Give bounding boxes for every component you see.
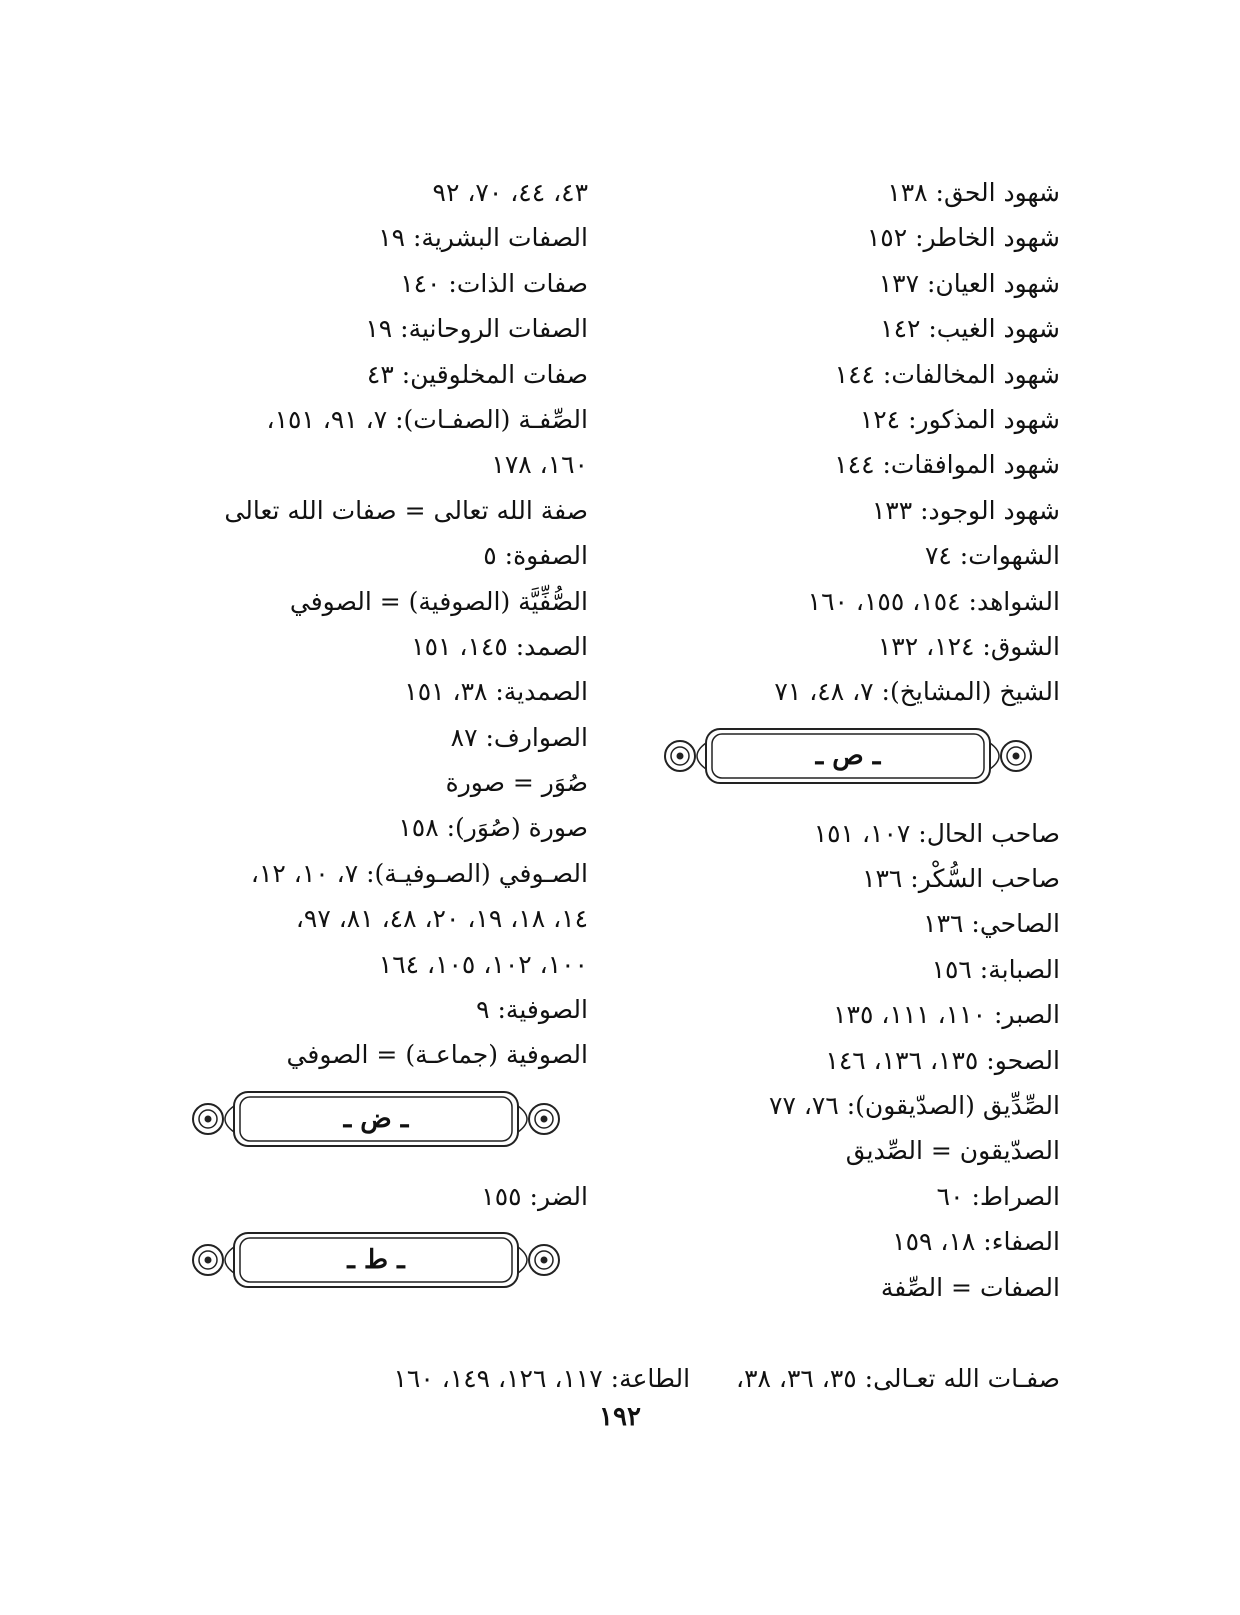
index-entry: الصبابة: ١٥٦ — [931, 954, 1060, 984]
index-entry: الصحو: ١٣٥، ١٣٦، ١٤٦ — [825, 1045, 1060, 1075]
index-entry: ١٠٠، ١٠٢، ١٠٥، ١٦٤ — [378, 949, 588, 979]
index-entry: الصـوفي (الصـوفيـة): ٧، ١٠، ١٢، — [250, 858, 588, 888]
index-entry: الصفاء: ١٨، ١٥٩ — [892, 1227, 1060, 1257]
index-entry: ١٤، ١٨، ١٩، ٢٠، ٤٨، ٨١، ٩٧، — [295, 904, 588, 934]
index-entry: الشواهد: ١٥٤، ١٥٥، ١٦٠ — [807, 586, 1060, 616]
index-entry: صورة (صُوَر): ١٥٨ — [398, 813, 588, 843]
index-entry: صفات الذات: ١٤٠ — [400, 268, 588, 298]
index-entry: الصوفية: ٩ — [476, 995, 588, 1025]
index-entry: الصمد: ١٤٥، ١٥١ — [411, 631, 588, 661]
index-column-left — [108, 170, 588, 1315]
index-entries-sad-continued — [108, 170, 588, 1078]
index-entry-sifat-allah: صفـات الله تعـالى: ٣٥، ٣٦، ٣٨، — [736, 1364, 1060, 1393]
index-entry: ١٦٠، ١٧٨ — [491, 450, 588, 480]
index-entry: الصُّفِّيَّة (الصوفية) = الصوفي — [289, 586, 588, 616]
index-entry: صُوَر = صورة — [445, 768, 588, 798]
index-entry: الشيخ (المشايخ): ٧، ٤٨، ٧١ — [774, 677, 1060, 707]
index-entry: الصوفية (جماعـة) = الصوفي — [286, 1040, 588, 1070]
index-entry: الشوق: ١٢٤، ١٣٢ — [877, 631, 1060, 661]
index-entry: صاحب السُّكْر: ١٣٦ — [862, 864, 1060, 894]
index-entry: صفة الله تعالى = صفات الله تعالى — [224, 495, 588, 525]
index-entries-shin — [630, 170, 1060, 715]
index-entry: شهود الوجود: ١٣٣ — [871, 495, 1060, 525]
section-header-label: ـ ض ـ — [343, 1103, 409, 1134]
index-entry: صفات المخلوقين: ٤٣ — [366, 359, 588, 389]
section-header-dad — [186, 1088, 566, 1150]
index-entry: الصِّفـة (الصفـات): ٧، ٩١، ١٥١، — [266, 404, 588, 434]
index-entries-dad — [108, 1174, 588, 1219]
index-entry: صاحب الحال: ١٠٧، ١٥١ — [813, 818, 1060, 848]
index-entry: شهود الخاطر: ١٥٢ — [866, 223, 1060, 253]
index-entry: شهود الغيب: ١٤٢ — [880, 314, 1060, 344]
index-entry: الصفات الروحانية: ١٩ — [365, 314, 588, 344]
index-entry: الصفوة: ٥ — [483, 541, 588, 571]
index-entries-sad — [630, 811, 1060, 1310]
section-header-ta — [186, 1229, 566, 1291]
index-entry: الصراط: ٦٠ — [936, 1181, 1060, 1211]
index-entry: الصفات البشرية: ١٩ — [378, 223, 588, 253]
index-entry: شهود المخالفات: ١٤٤ — [834, 359, 1060, 389]
index-entry: الصدّيقون = الصِّديق — [845, 1136, 1060, 1166]
index-entry: الصفات = الصِّفة — [880, 1272, 1060, 1302]
index-entry: شهود الحق: ١٣٨ — [887, 178, 1060, 207]
index-column-right — [630, 170, 1060, 1310]
section-header-sad — [658, 725, 1038, 787]
index-entry: شهود المذكور: ١٢٤ — [859, 404, 1060, 434]
index-entry: شهود الموافقات: ١٤٤ — [834, 450, 1060, 480]
index-entry: ٤٣، ٤٤، ٧٠، ٩٢ — [432, 178, 588, 207]
index-entry: الصبر: ١١٠، ١١١، ١٣٥ — [833, 1000, 1060, 1030]
index-entry: الصاحي: ١٣٦ — [923, 909, 1060, 939]
index-entry: الضر: ١٥٥ — [481, 1181, 588, 1211]
section-header-label: ـ ص ـ — [815, 740, 881, 771]
index-entry: شهود العيان: ١٣٧ — [878, 268, 1060, 298]
page-number: ١٩٢ — [599, 1402, 641, 1432]
index-entry-taah: الطاعة: ١١٧، ١٢٦، ١٤٩، ١٦٠ — [393, 1364, 691, 1393]
index-entry: الشهوات: ٧٤ — [924, 541, 1060, 571]
index-entry: الصِّدِّيق (الصدّيقون): ٧٦، ٧٧ — [769, 1091, 1060, 1121]
index-entry: الصمدية: ٣٨، ١٥١ — [404, 677, 588, 707]
index-entry: الصوارف: ٨٧ — [450, 722, 588, 752]
index-entry-spanning-line — [190, 1356, 1060, 1401]
section-header-label: ـ ط ـ — [347, 1245, 405, 1276]
